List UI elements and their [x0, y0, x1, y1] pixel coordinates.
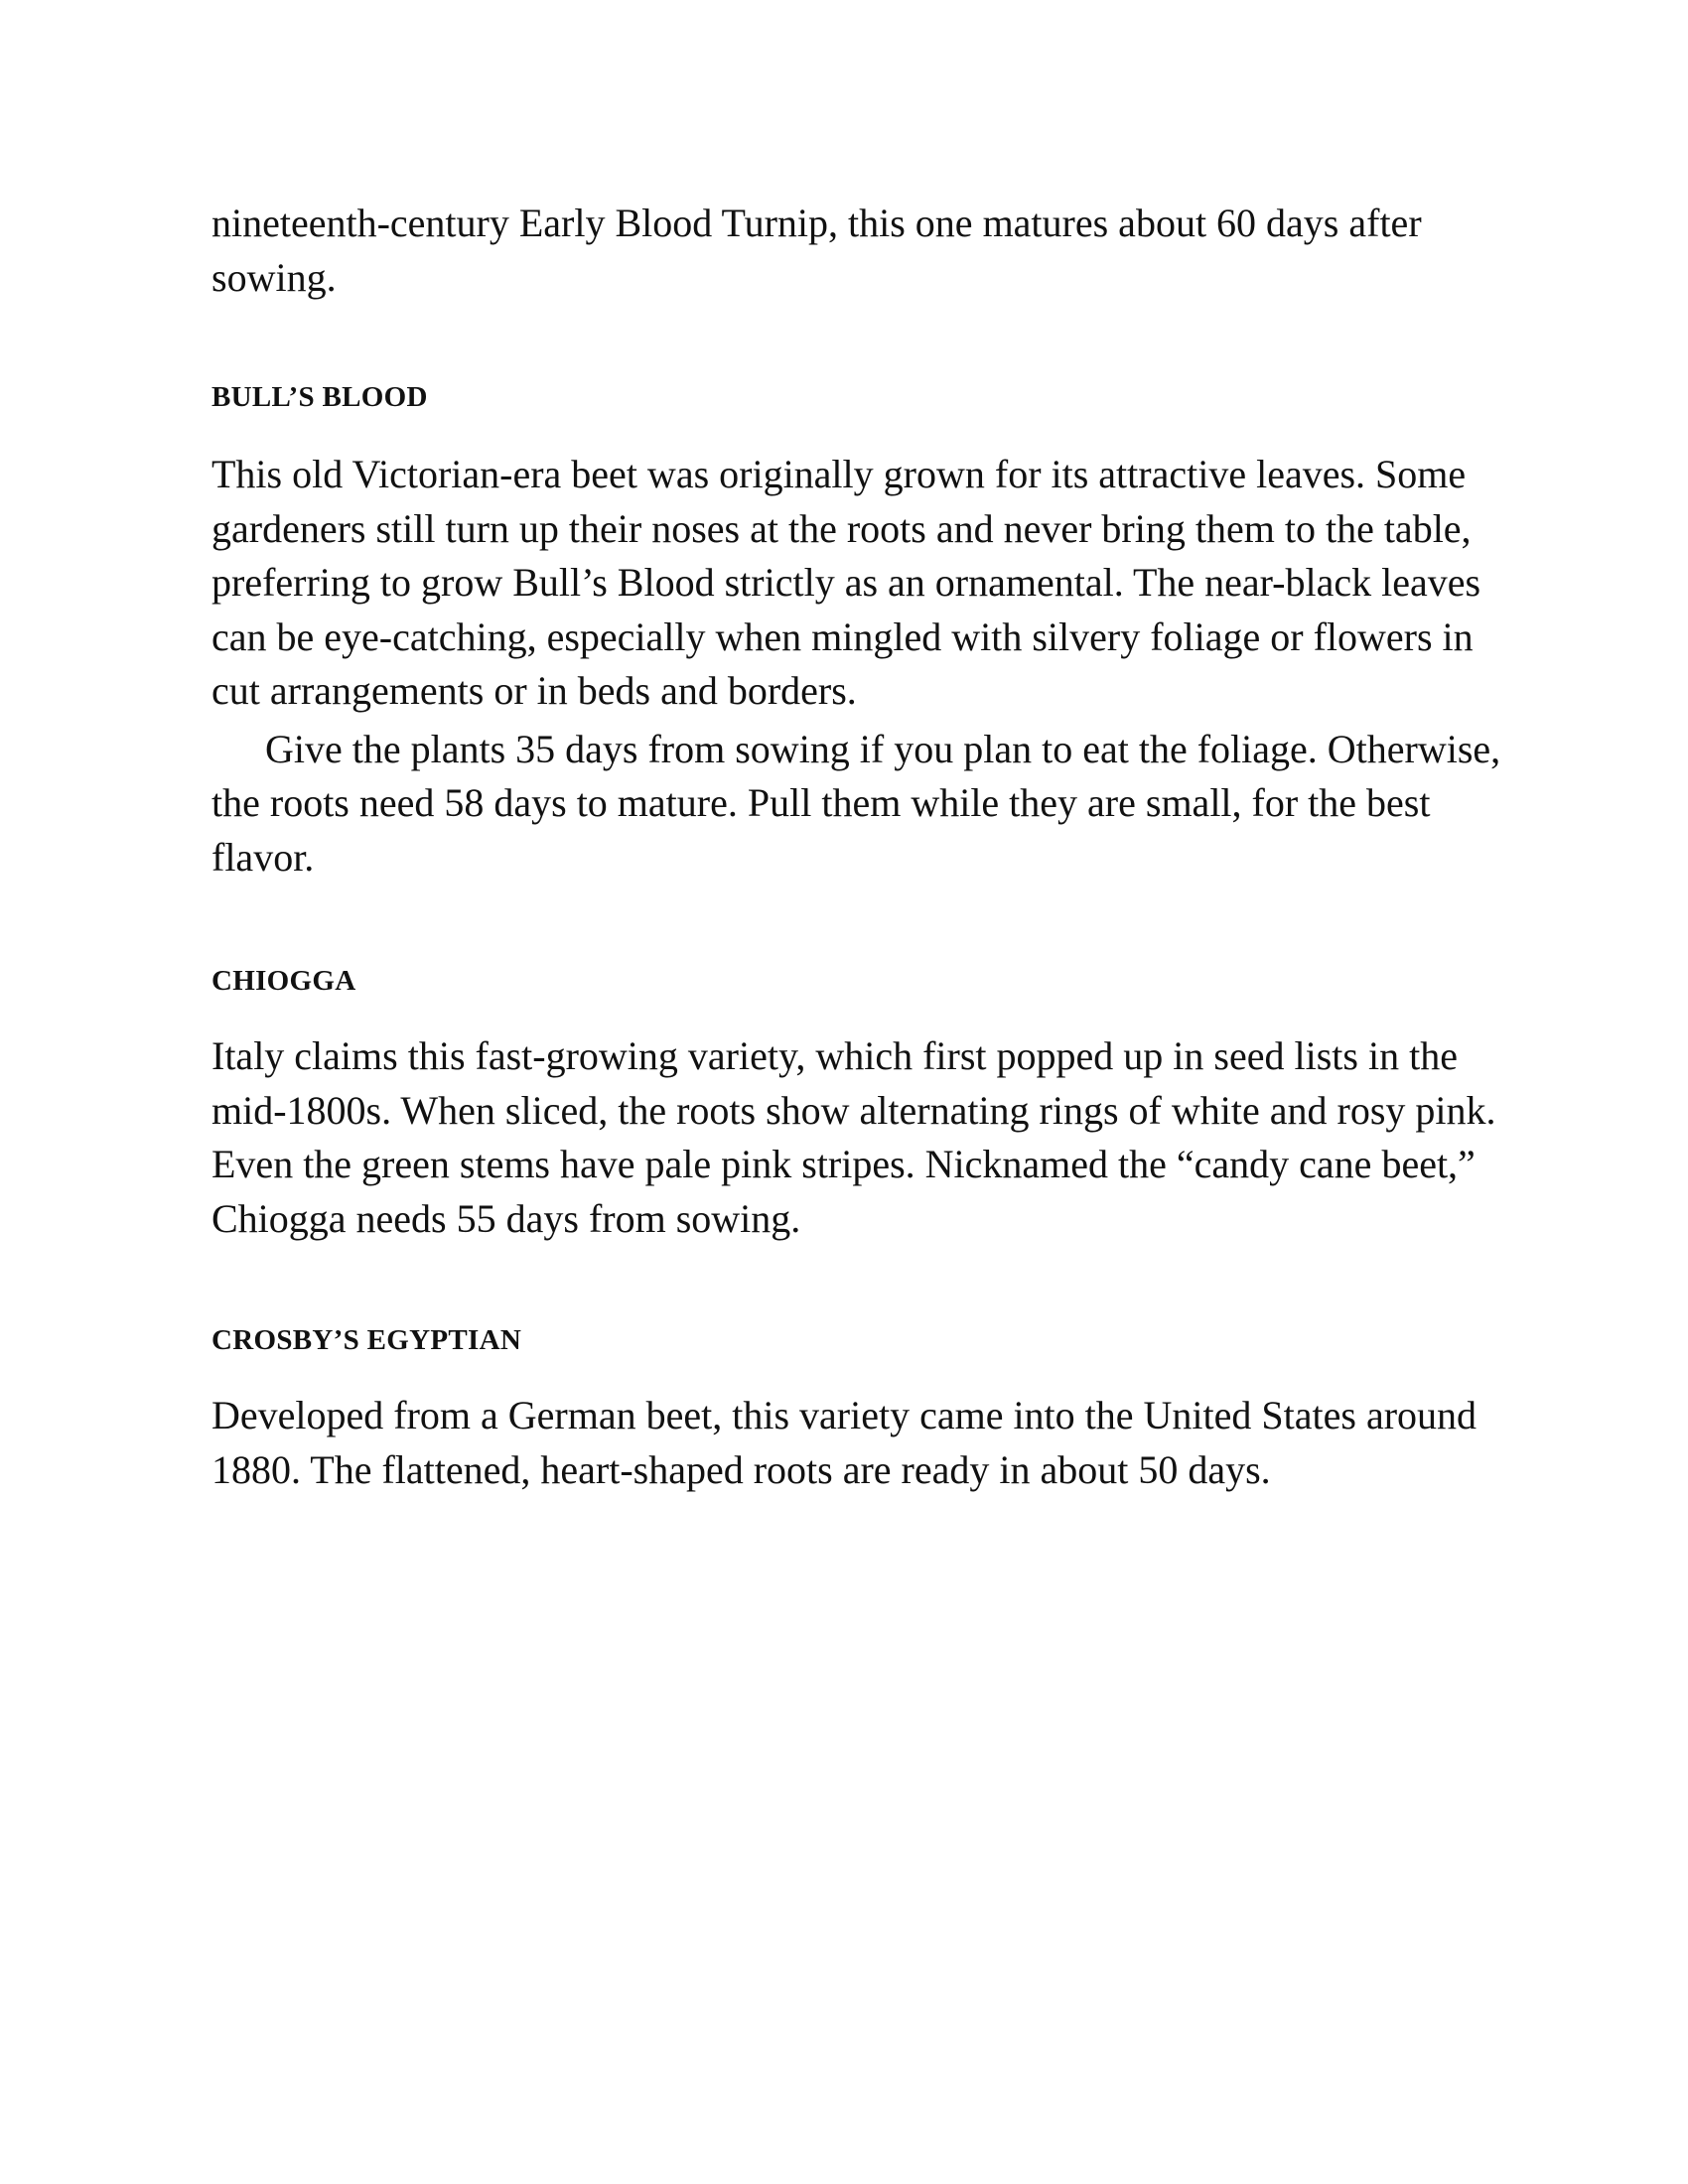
continuation-paragraph: nineteenth-century Early Blood Turnip, this one matures about 60 days after sowing.: [211, 201, 1422, 300]
crosbys-egyptian-paragraph: Developed from a German beet, this variety came into the United States around 1880. The flattened, heart-shaped roots are ready in about 50 days.: [211, 1393, 1477, 1492]
document-page: [211, 197, 1502, 1497]
section-heading-chiogga: CHIOGGA: [211, 965, 356, 997]
section-heading-crosbys-egyptian: CROSBY’S EGYPTIAN: [211, 1324, 522, 1356]
bulls-blood-paragraph-1: This old Victorian-era beet was originally grown for its attractive leaves. Some gardeners still turn up their noses at the roots and never bring them to the table, preferring to grow Bull’s Blood strictly as an ornamental. The near-black leaves can be eye-catching, especially when mingled with silvery foliage or flowers in cut arrangements or in beds and borders.: [211, 452, 1481, 713]
section-heading-bulls-blood: BULL’S BLOOD: [211, 381, 428, 413]
bulls-blood-paragraph-2: Give the plants 35 days from sowing if you plan to eat the foliage. Otherwise, the roots need 58 days to mature. Pull them while they are small, for the best flavor.: [211, 726, 1501, 880]
chiogga-paragraph: Italy claims this fast-growing variety, which first popped up in seed lists in the mid-1800s. When sliced, the roots show alternating rings of white and rosy pink. Even the green stems have pale pink stripes. Nicknamed the “candy cane beet,” Chiogga needs 55 days from sowing.: [211, 1033, 1496, 1241]
